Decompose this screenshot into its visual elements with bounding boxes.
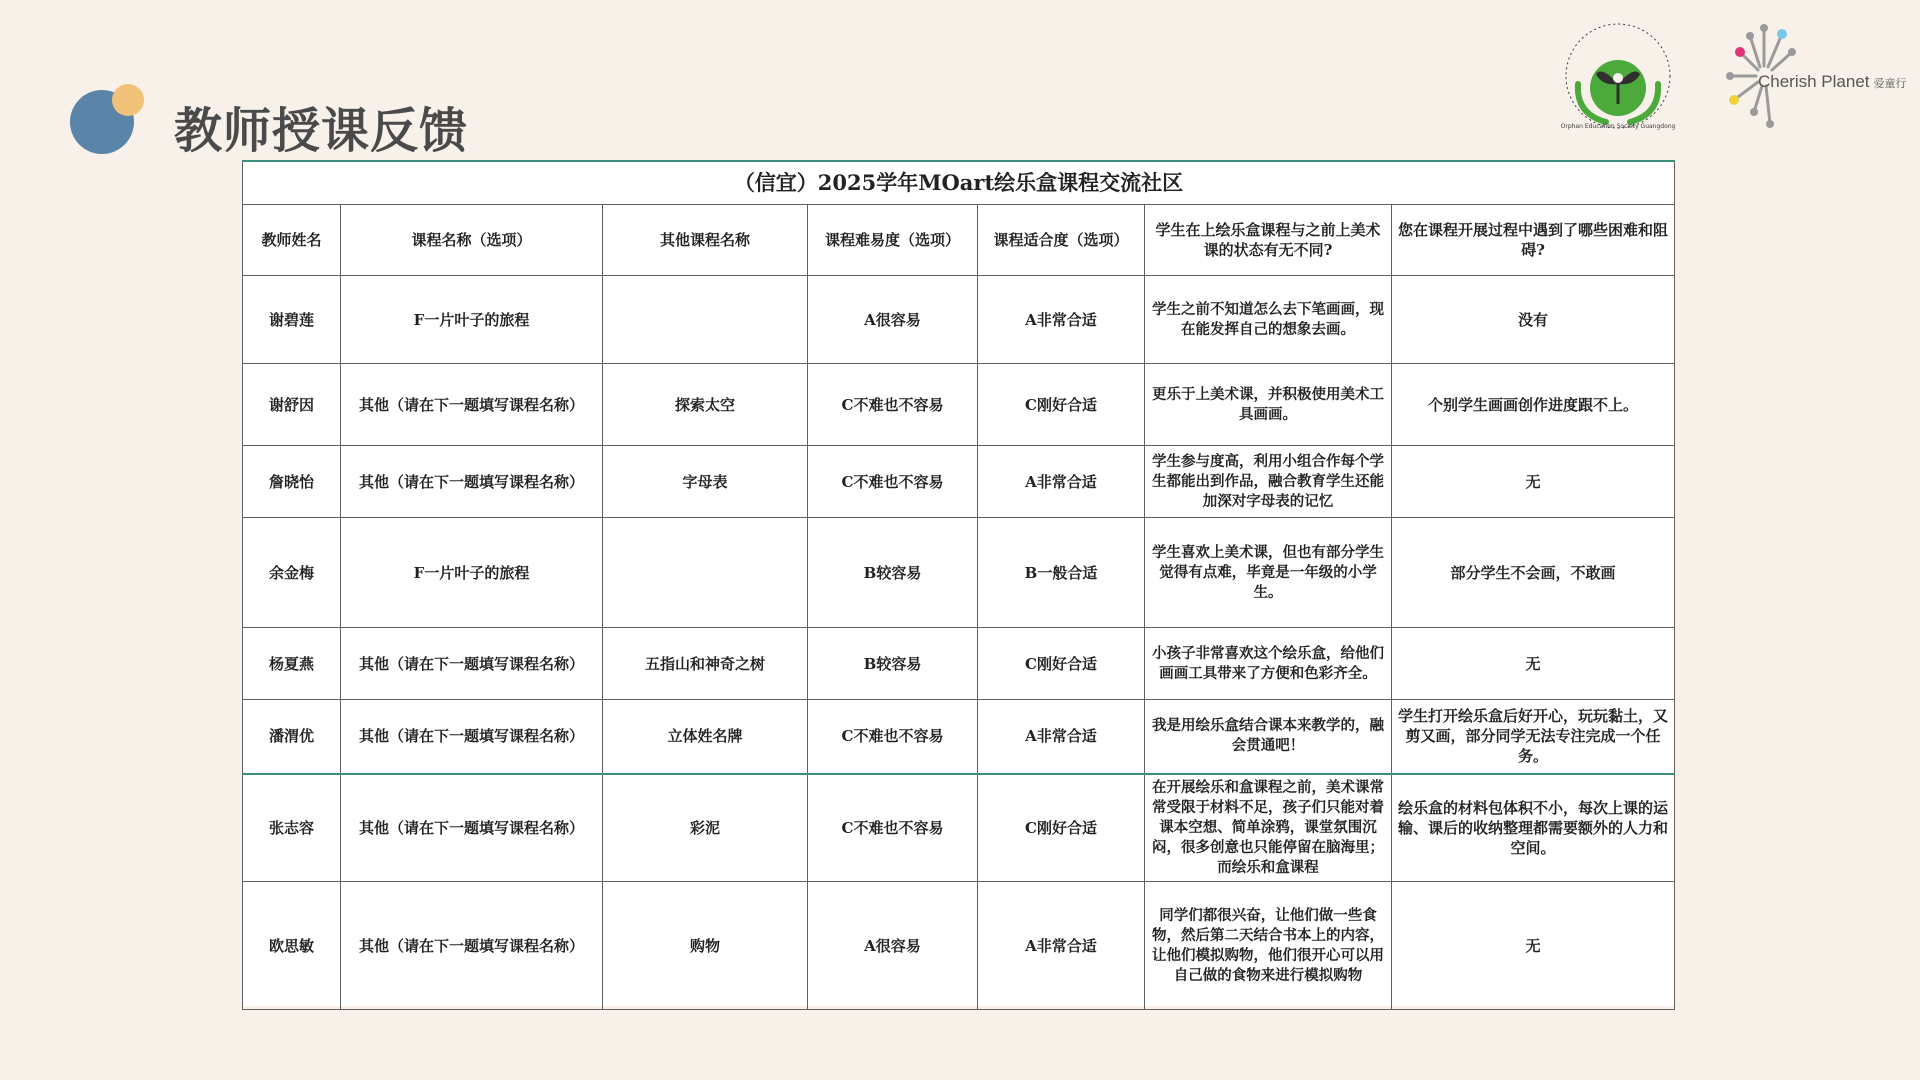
- difficulty-cell: C不难也不容易: [808, 700, 978, 774]
- student-state-cell: 更乐于上美术课，并积极使用美术工具画画。: [1145, 364, 1392, 446]
- table-caption-row: [243, 161, 1675, 205]
- student-state-cell: 小孩子非常喜欢这个绘乐盒，给他们画画工具带来了方便和色彩齐全。: [1145, 628, 1392, 700]
- table-row: [243, 628, 1675, 700]
- header-difficulties: 您在课程开展过程中遇到了哪些困难和阻碍?: [1392, 205, 1675, 276]
- difficulties-cell: 个别学生画画创作进度跟不上。: [1392, 364, 1675, 446]
- difficulty-cell: B较容易: [808, 518, 978, 628]
- difficulty-cell: C不难也不容易: [808, 446, 978, 518]
- suitability-cell: C刚好合适: [978, 774, 1145, 882]
- course-name-cell: 其他（请在下一题填写课程名称）: [341, 700, 603, 774]
- teacher-name-cell: 欧思敏: [243, 882, 341, 1010]
- course-name-cell: 其他（请在下一题填写课程名称）: [341, 628, 603, 700]
- difficulties-cell: 没有: [1392, 276, 1675, 364]
- suitability-cell: C刚好合适: [978, 628, 1145, 700]
- student-state-cell: 学生喜欢上美术课，但也有部分学生觉得有点难，毕竟是一年级的小学生。: [1145, 518, 1392, 628]
- suitability-cell: A非常合适: [978, 446, 1145, 518]
- difficulties-cell: 部分学生不会画，不敢画: [1392, 518, 1675, 628]
- header-difficulty: 课程难易度（选项）: [808, 205, 978, 276]
- difficulty-cell: B较容易: [808, 628, 978, 700]
- page-title: 教师授课反馈: [174, 103, 469, 159]
- difficulties-cell: 学生打开绘乐盒后好开心，玩玩黏土，又剪又画，部分同学无法专注完成一个任务。: [1392, 700, 1675, 774]
- other-course-cell: [603, 518, 808, 628]
- other-course-cell: 字母表: [603, 446, 808, 518]
- feedback-table: [242, 160, 1675, 1010]
- course-name-cell: 其他（请在下一题填写课程名称）: [341, 364, 603, 446]
- header-course-name: 课程名称（选项）: [341, 205, 603, 276]
- course-name-cell: 其他（请在下一题填写课程名称）: [341, 774, 603, 882]
- header-teacher-name: 教师姓名: [243, 205, 341, 276]
- table-row: [243, 518, 1675, 628]
- difficulties-cell: 无: [1392, 446, 1675, 518]
- table-row: [243, 364, 1675, 446]
- other-course-cell: 购物: [603, 882, 808, 1010]
- difficulties-cell: 绘乐盒的材料包体积不小，每次上课的运输、课后的收纳整理都需要额外的人力和空间。: [1392, 774, 1675, 882]
- teacher-name-cell: 张志容: [243, 774, 341, 882]
- course-name-cell: 其他（请在下一题填写课程名称）: [341, 446, 603, 518]
- cherish-planet-cn-name: 爱童行: [1873, 78, 1907, 90]
- header-other-course: 其他课程名称: [603, 205, 808, 276]
- student-state-cell: 在开展绘乐和盒课程之前，美术课常常受限于材料不足，孩子们只能对着课本空想、简单涂鸦，课堂氛围沉闷，很多创意也只能停留在脑海里；而绘乐和盒课程: [1145, 774, 1392, 882]
- difficulties-cell: 无: [1392, 882, 1675, 1010]
- table-caption: （信宜）2025学年MOart绘乐盒课程交流社区: [243, 161, 1675, 205]
- student-state-cell: 我是用绘乐盒结合课本来教学的，融会贯通吧！: [1145, 700, 1392, 774]
- table-row: [243, 774, 1675, 882]
- suitability-cell: B一般合适: [978, 518, 1145, 628]
- teacher-name-cell: 潘渭优: [243, 700, 341, 774]
- other-course-cell: 五指山和神奇之树: [603, 628, 808, 700]
- suitability-cell: C刚好合适: [978, 364, 1145, 446]
- feedback-table-panel: [242, 160, 1674, 1006]
- org-logo: [1556, 14, 1680, 140]
- difficulty-cell: C不难也不容易: [808, 364, 978, 446]
- suitability-cell: A非常合适: [978, 882, 1145, 1010]
- difficulty-cell: A很容易: [808, 276, 978, 364]
- table-row: [243, 700, 1675, 774]
- course-name-cell: F一片叶子的旅程: [341, 276, 603, 364]
- table-row: [243, 276, 1675, 364]
- cherish-planet-logo-text: [1758, 72, 1907, 92]
- other-course-cell: [603, 276, 808, 364]
- other-course-cell: 彩泥: [603, 774, 808, 882]
- table-header-row: [243, 205, 1675, 276]
- difficulty-cell: A很容易: [808, 882, 978, 1010]
- course-name-cell: F一片叶子的旅程: [341, 518, 603, 628]
- teacher-name-cell: 詹晓怡: [243, 446, 341, 518]
- other-course-cell: 立体姓名牌: [603, 700, 808, 774]
- student-state-cell: 学生之前不知道怎么去下笔画画，现在能发挥自己的想象去画。: [1145, 276, 1392, 364]
- other-course-cell: 探索太空: [603, 364, 808, 446]
- header-suitability: 课程适合度（选项）: [978, 205, 1145, 276]
- teacher-name-cell: 谢碧莲: [243, 276, 341, 364]
- table-row: [243, 882, 1675, 1010]
- teacher-name-cell: 杨夏燕: [243, 628, 341, 700]
- title-decoration-dot: [112, 84, 144, 116]
- header-student-state: 学生在上绘乐盒课程与之前上美术课的状态有无不同?: [1145, 205, 1392, 276]
- difficulties-cell: 无: [1392, 628, 1675, 700]
- cherish-planet-name: Cherish Planet: [1758, 72, 1870, 91]
- student-state-cell: 学生参与度高，利用小组合作每个学生都能出到作品，融合教育学生还能加深对字母表的记忆: [1145, 446, 1392, 518]
- teacher-name-cell: 谢舒因: [243, 364, 341, 446]
- table-row: [243, 446, 1675, 518]
- suitability-cell: A非常合适: [978, 276, 1145, 364]
- teacher-name-cell: 余金梅: [243, 518, 341, 628]
- difficulty-cell: C不难也不容易: [808, 774, 978, 882]
- org-logo-caption: Orphan Education Society Guangdong: [1560, 123, 1676, 130]
- suitability-cell: A非常合适: [978, 700, 1145, 774]
- course-name-cell: 其他（请在下一题填写课程名称）: [341, 882, 603, 1010]
- student-state-cell: 同学们都很兴奋，让他们做一些食物，然后第二天结合书本上的内容，让他们模拟购物，他们很开心可以用自己做的食物来进行模拟购物: [1145, 882, 1392, 1010]
